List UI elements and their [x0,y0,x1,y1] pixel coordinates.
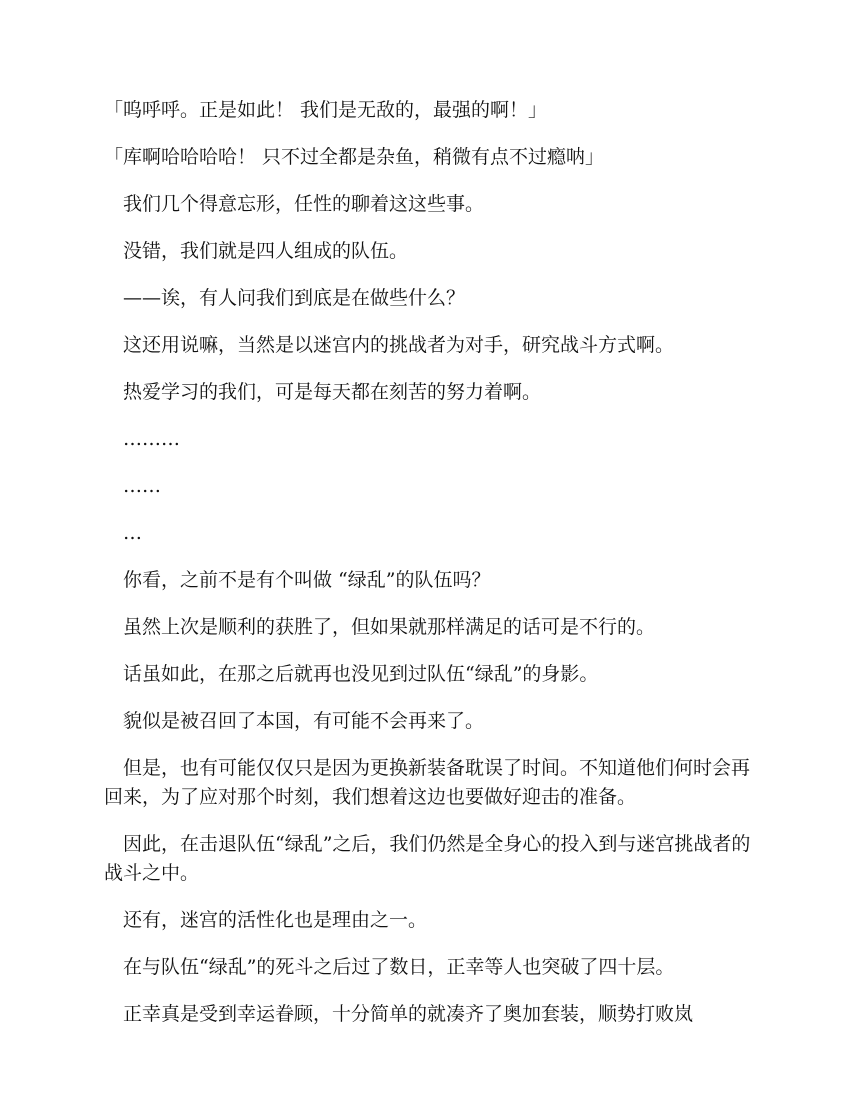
paragraph: 但是，也有可能仅仅只是因为更换新装备耽误了时间。不知道他们何时会再回来，为了应对那个时刻，我们想着这边也要做好迎击的准备。 [104,757,751,808]
paragraph: 你看，之前不是有个叫做 “绿乱”的队伍吗？ [123,569,491,591]
paragraph: …… [123,475,161,497]
paragraph: 没错，我们就是四人组成的队伍。 [123,240,409,262]
paragraph: 这还用说嘛，当然是以迷宫内的挑战者为对手，研究战斗方式啊。 [123,334,675,356]
paragraph: 貌似是被召回了本国，有可能不会再来了。 [123,710,485,732]
paragraph: 因此，在击退队伍“绿乱”之后，我们仍然是全身心的投入到与迷宫挑战者的战斗之中。 [104,833,751,884]
paragraph: 虽然上次是顺利的获胜了，但如果就那样满足的话可是不行的。 [123,616,656,638]
paragraph: 话虽如此，在那之后就再也没见到过队伍“绿乱”的身影。 [123,663,599,685]
paragraph: 在与队伍“绿乱”的死斗之后过了数日，正幸等人也突破了四十层。 [123,956,675,978]
paragraph: 「库啊哈哈哈哈！ 只不过全都是杂鱼，稍微有点不过瘾呐」 [104,146,605,168]
paragraph: … [123,522,142,544]
paragraph: 「呜呼呼。正是如此！ 我们是无敌的，最强的啊！」 [104,99,548,121]
paragraph: 热爱学习的我们，可是每天都在刻苦的努力着啊。 [123,381,542,403]
body-text [104,96,752,1047]
paragraph: ——诶，有人问我们到底是在做些什么？ [123,287,466,309]
paragraph: 正幸真是受到幸运眷顾，十分简单的就凑齐了奥加套装，顺势打败岚 [123,1003,694,1025]
paragraph: ……… [123,428,180,450]
paragraph: 我们几个得意忘形，任性的聊着这这些事。 [123,193,485,215]
paragraph: 还有，迷宫的活性化也是理由之一。 [123,909,428,931]
